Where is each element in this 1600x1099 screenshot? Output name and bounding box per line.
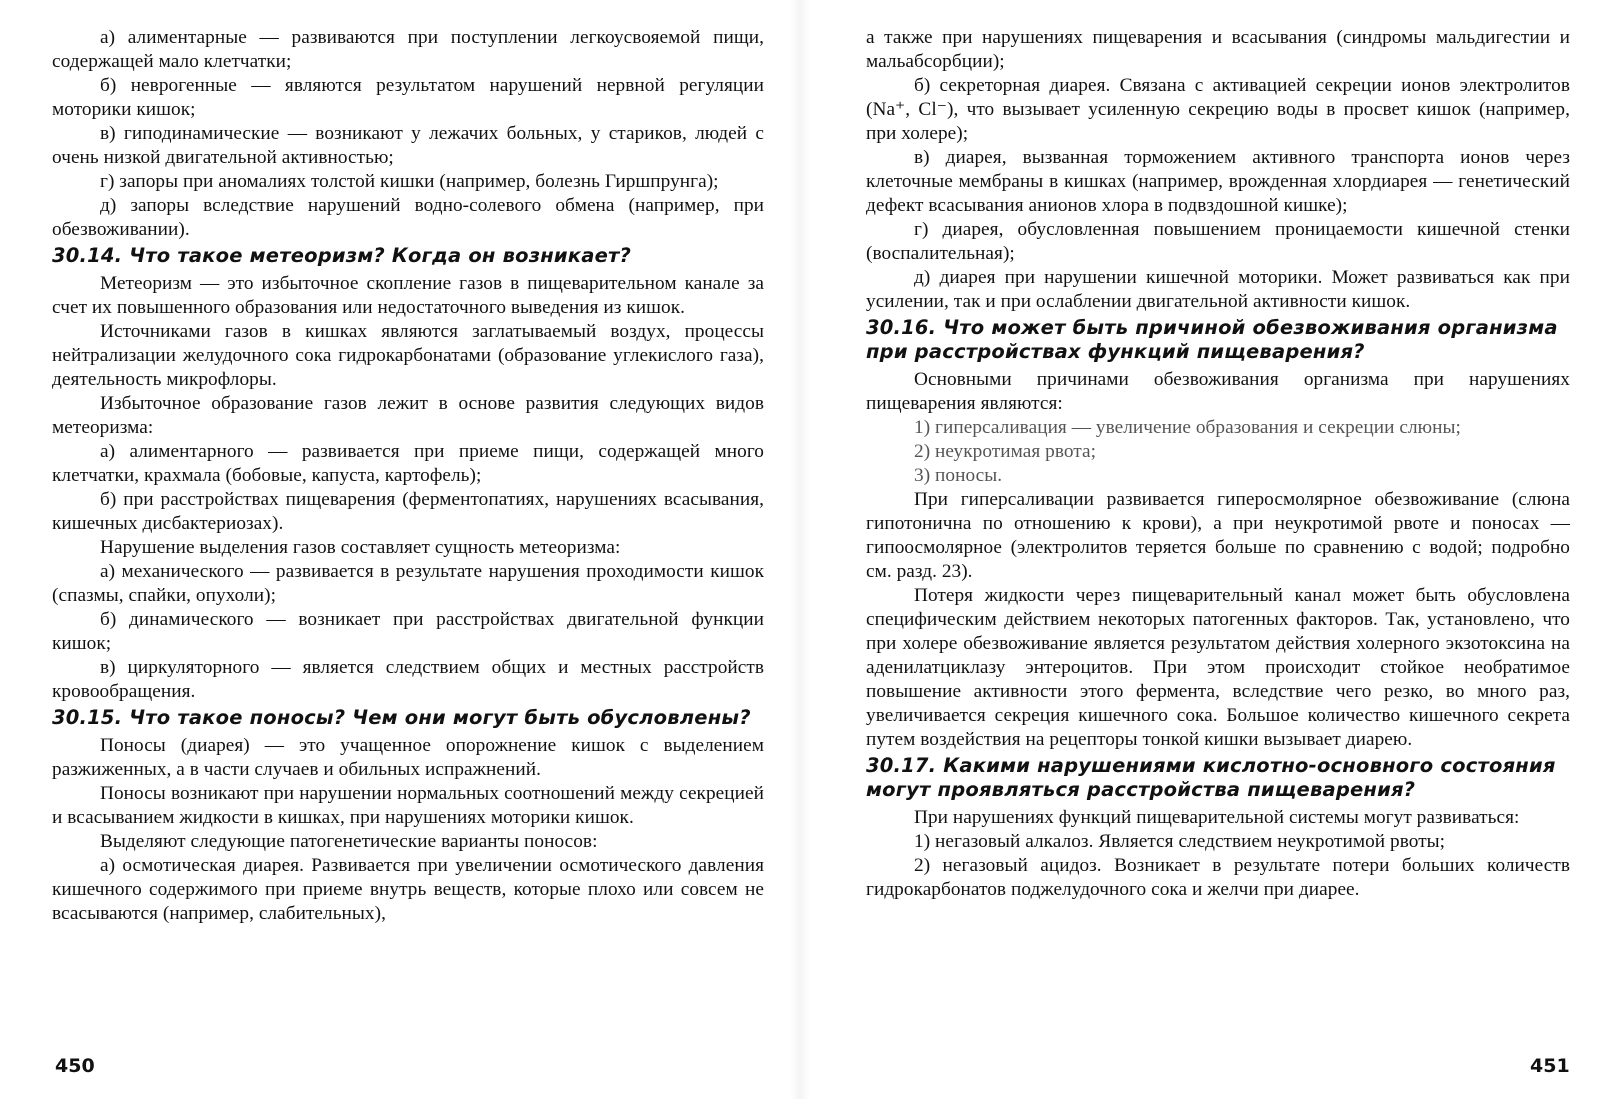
paragraph: а) механического — развивается в результате нарушения проходимости кишок (спазмы, спайки, опухоли); [52,561,764,606]
page-gutter [790,0,810,1099]
paragraph: При нарушениях функций пищеварительной системы могут развиваться: [914,807,1520,828]
right-page [866,26,1570,902]
paragraph: Потеря жидкости через пищеварительный канал может быть обусловлена специфическим действием некоторых патогенных факторов. Так, установлено, что при холере обезвоживание является результатом действия холерного экзотоксина на аденилатциклазу энтероцитов. При этом происходит стойкое необратимое повышение активности этого фермента, вследствие чего резко, во много раз, увеличивается секреция кишечного сока. Большое количество кишечного секрета путем воздействия на рецепторы тонкой кишки вызывает диарею. [866,585,1570,750]
paragraph: Выделяют следующие патогенетические варианты поносов: [100,831,598,852]
page-number: 451 [1530,1055,1570,1077]
list-item: 2) неукротимая рвота; [914,441,1096,462]
paragraph: а) осмотическая диарея. Развивается при увеличении осмотического давления кишечного содержимого при приеме внутрь веществ, которые плохо или совсем не всасываются (например, слабительных), [52,855,764,924]
paragraph: в) диарея, вызванная торможением активного транспорта ионов через клеточные мембраны в кишках (например, врожденная хлордиарея — генетический дефект всасывания анионов хлора в подвздошной кишке); [866,147,1570,216]
paragraph: г) запоры при аномалиях толстой кишки (например, болезнь Гиршпрунга); [100,171,719,192]
paragraph: Основными причинами обезвоживания организма при нарушениях пищеварения являются: [866,369,1570,414]
list-item: 1) гиперсаливация — увеличение образования и секреции слюны; [914,417,1461,438]
paragraph: Поносы возникают при нарушении нормальных соотношений между секрецией и всасыванием жидкости в кишках, при нарушениях моторики кишок. [52,783,764,828]
paragraph: Метеоризм — это избыточное скопление газов в пищеварительном канале за счет их повышенного образования или недостаточного выведения из кишок. [52,273,764,318]
section-heading: 30.15. Что такое поносы? Чем они могут быть обусловлены? [52,706,751,729]
paragraph: б) неврогенные — являются результатом нарушений нервной регуляции моторики кишок; [52,75,764,120]
section-heading: 30.17. Какими нарушениями кислотно-основного состояния могут проявляться расстройства пищеварения? [866,754,1556,801]
list-item: 3) поносы. [914,465,1003,486]
paragraph: в) гиподинамические — возникают у лежачих больных, у стариков, людей с очень низкой двигательной активностью; [52,123,764,168]
paragraph: а также при нарушениях пищеварения и всасывания (синдромы мальдигестии и мальабсорбции); [866,27,1570,72]
section-heading: 30.14. Что такое метеоризм? Когда он возникает? [52,244,632,267]
paragraph: г) диарея, обусловленная повышением проницаемости кишечной стенки (воспалительная); [866,219,1570,264]
paragraph: Поносы (диарея) — это учащенное опорожнение кишок с выделением разжиженных, а в части случаев и обильных испражнений. [52,735,764,780]
paragraph: б) динамического — возникает при расстройствах двигательной функции кишок; [52,609,764,654]
paragraph: в) циркуляторного — является следствием общих и местных расстройств кровообращения. [52,657,764,702]
paragraph: При гиперсаливации развивается гиперосмолярное обезвоживание (слюна гипотонична по отношению к крови), а при неукротимой рвоте и поносах — гипоосмолярное (электролитов теряется больше по сравнению с водой; подробно см. разд. 23). [866,489,1570,582]
paragraph: б) секреторная диарея. Связана с активацией секреции ионов электролитов (Na⁺, Cl⁻), что вызывает усиленную секрецию воды в просвет кишок (например, при холере); [866,75,1570,144]
section-heading: 30.16. Что может быть причиной обезвоживания организма при расстройствах функций пищеварения? [866,316,1558,363]
left-page [52,26,764,926]
paragraph: д) диарея при нарушении кишечной моторики. Может развиваться как при усилении, так и при ослаблении двигательной активности кишок. [866,267,1570,312]
paragraph: Источниками газов в кишках являются заглатываемый воздух, процессы нейтрализации желудочного сока гидрокарбонатами (образование углекислого газа), деятельность микрофлоры. [52,321,764,390]
list-item: 1) негазовый алкалоз. Является следствием неукротимой рвоты; [914,831,1446,852]
paragraph: б) при расстройствах пищеварения (ферментопатиях, нарушениях всасывания, кишечных дисбактериозах). [52,489,764,534]
list-item: 2) негазовый ацидоз. Возникает в результате потери больших количеств гидрокарбонатов поджелудочного сока и желчи при диарее. [866,855,1570,900]
paragraph: а) алиментарного — развивается при приеме пищи, содержащей много клетчатки, крахмала (бобовые, капуста, картофель); [52,441,764,486]
paragraph: д) запоры вследствие нарушений водно-солевого обмена (например, при обезвоживании). [52,195,764,240]
paragraph: Нарушение выделения газов составляет сущность метеоризма: [100,537,621,558]
paragraph: а) алиментарные — развиваются при поступлении легкоусвояемой пищи, содержащей мало клетчатки; [52,27,764,72]
paragraph: Избыточное образование газов лежит в основе развития следующих видов метеоризма: [52,393,764,438]
page-number: 450 [55,1055,95,1077]
